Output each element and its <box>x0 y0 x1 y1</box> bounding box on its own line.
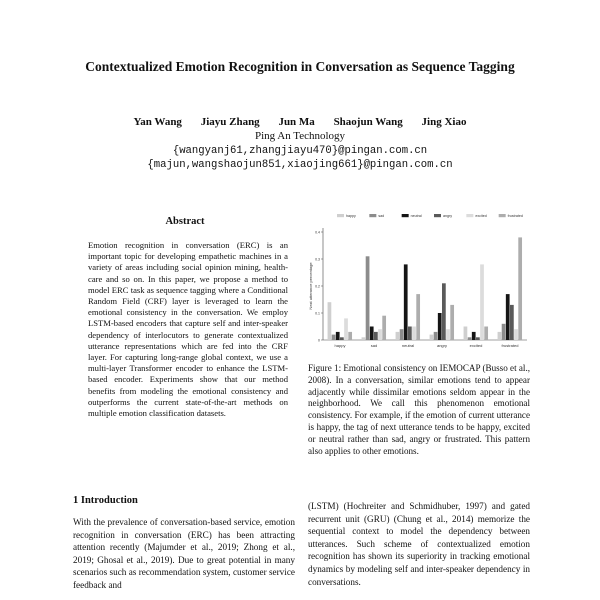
bar <box>430 335 434 340</box>
bar <box>412 327 416 341</box>
bar <box>434 332 438 340</box>
legend-label: frustrated <box>507 214 523 218</box>
bar <box>464 327 468 341</box>
author-list <box>60 116 540 128</box>
bar <box>378 329 382 340</box>
bar <box>362 337 366 340</box>
bar <box>518 237 522 340</box>
x-tick-label: neutral <box>401 343 415 348</box>
bar <box>396 332 400 340</box>
bar <box>348 332 352 340</box>
author-name: Yan Wang <box>133 116 182 128</box>
legend-swatch <box>466 214 473 217</box>
bar <box>438 313 442 340</box>
legend-swatch <box>499 214 506 217</box>
x-tick-label: angry <box>436 343 448 348</box>
legend-swatch <box>402 214 409 217</box>
legend-swatch <box>434 214 441 217</box>
bar <box>400 329 404 340</box>
x-tick-label: frustrated <box>501 343 519 348</box>
section-heading: 1 Introduction <box>73 495 138 506</box>
bar <box>446 329 450 340</box>
paper-title: Contextualized Emotion Recognition in Conversation as Sequence Tagging <box>85 59 515 74</box>
figure-caption: Figure 1: Emotional consistency on IEMOCAP (Busso et al., 2008). In a conversation, similar emotions tend to appear adjacently while dissimilar emotions seldom appear in the neighborhood. We call this phenomenon emotional consistency. For example, if the emotion of current utterance is happy, the tag of next utterance tends to be happy, excited or neutral rather than sad, angry or frustrated. This pattern also applies to other emotions. <box>308 363 530 456</box>
affiliation: Ping An Technology <box>254 130 346 142</box>
abstract-text: Emotion recognition in conversation (ERC) is an important topic for developing empathetic machines in a variety of areas including social opinion mining, health-care and so on. In this paper, we propose a method to model ERC task as sequence tagging where a Conditional Random Field (CRF) layer is leveraged to learn the emotional consistency in the conversation. We employ LSTM-based encoders that capture self and inter-speaker dependency of interlocutors to generate contextualized utterance representations which are fed into the CRF layer. For capturing long-range global context, we use a multi-layer Transformer encoder to enhance the LSTM-based encoder. Experiments show that our method benefits from modeling the emotional consistency and outperforms the current state-of-the-art methods on multiple emotion classification datasets. <box>88 240 288 419</box>
bar <box>370 327 374 341</box>
legend-swatch <box>337 214 344 217</box>
bar <box>344 318 348 340</box>
bar <box>450 305 454 340</box>
bar <box>476 337 480 340</box>
x-tick-label: sad <box>370 343 378 348</box>
y-tick-label: 0.3 <box>315 257 320 262</box>
legend-label: happy <box>346 214 356 218</box>
bar <box>336 332 340 340</box>
bar <box>404 264 408 340</box>
bar <box>416 294 420 340</box>
bar <box>328 302 332 340</box>
legend-label: angry <box>443 214 452 218</box>
bar <box>484 327 488 341</box>
introduction-text: With the prevalence of conversation-based service, emotion recognition in conversation (ERC) has been attracting attention recently (Majumder et al., 2019; Zhong et al., 2019; Ghosal et al., 2019). Due to great potential in many scenarios such as recommendation system, customer service feedback and <box>73 517 295 590</box>
bar <box>332 335 336 340</box>
bar <box>480 264 484 340</box>
bar <box>506 294 510 340</box>
bar <box>366 256 370 340</box>
bar <box>340 337 344 340</box>
bar <box>442 283 446 340</box>
y-tick-label: 0.2 <box>315 284 320 289</box>
y-axis-label: Next utterance percentage <box>308 262 313 310</box>
bar <box>382 316 386 340</box>
author-name: Jun Ma <box>278 116 315 128</box>
author-emails-2: {majun,wangshaojun851,xiaojing661}@pingan.com.cn <box>147 159 453 171</box>
x-tick-label: excited <box>469 343 483 348</box>
bar <box>374 332 378 340</box>
y-tick-label: 0 <box>318 338 320 343</box>
author-name: Jing Xiao <box>421 116 467 128</box>
author-name: Jiayu Zhang <box>200 116 260 128</box>
emotion-consistency-chart <box>305 208 530 356</box>
bar <box>498 332 502 340</box>
author-emails-1: {wangyanj61,zhangjiayu470}@pingan.com.cn <box>172 145 428 157</box>
legend-label: excited <box>475 214 487 218</box>
x-tick-label: happy <box>334 343 346 348</box>
author-name: Shaojun Wang <box>333 116 403 128</box>
bar <box>472 332 476 340</box>
bar <box>502 324 506 340</box>
legend-swatch <box>369 214 376 217</box>
bar <box>468 337 472 340</box>
legend-label: neutral <box>410 214 422 218</box>
abstract-heading: Abstract <box>165 216 205 227</box>
y-tick-label: 0.1 <box>315 311 320 316</box>
bar <box>514 329 518 340</box>
bar <box>510 305 514 340</box>
bar <box>408 327 412 341</box>
legend-label: sad <box>378 214 385 218</box>
y-tick-label: 0.4 <box>315 230 320 235</box>
right-column-text: (LSTM) (Hochreiter and Schmidhuber, 1997) and gated recurrent unit (GRU) (Chung et al., 2014) memorize the sequential context to model the dependency between utterances. Such scheme of contextualized emotion recognition has shown its superiority in tracking emotional dynamics by modeling self and inter-speaker dependency in conversations. <box>308 501 530 587</box>
